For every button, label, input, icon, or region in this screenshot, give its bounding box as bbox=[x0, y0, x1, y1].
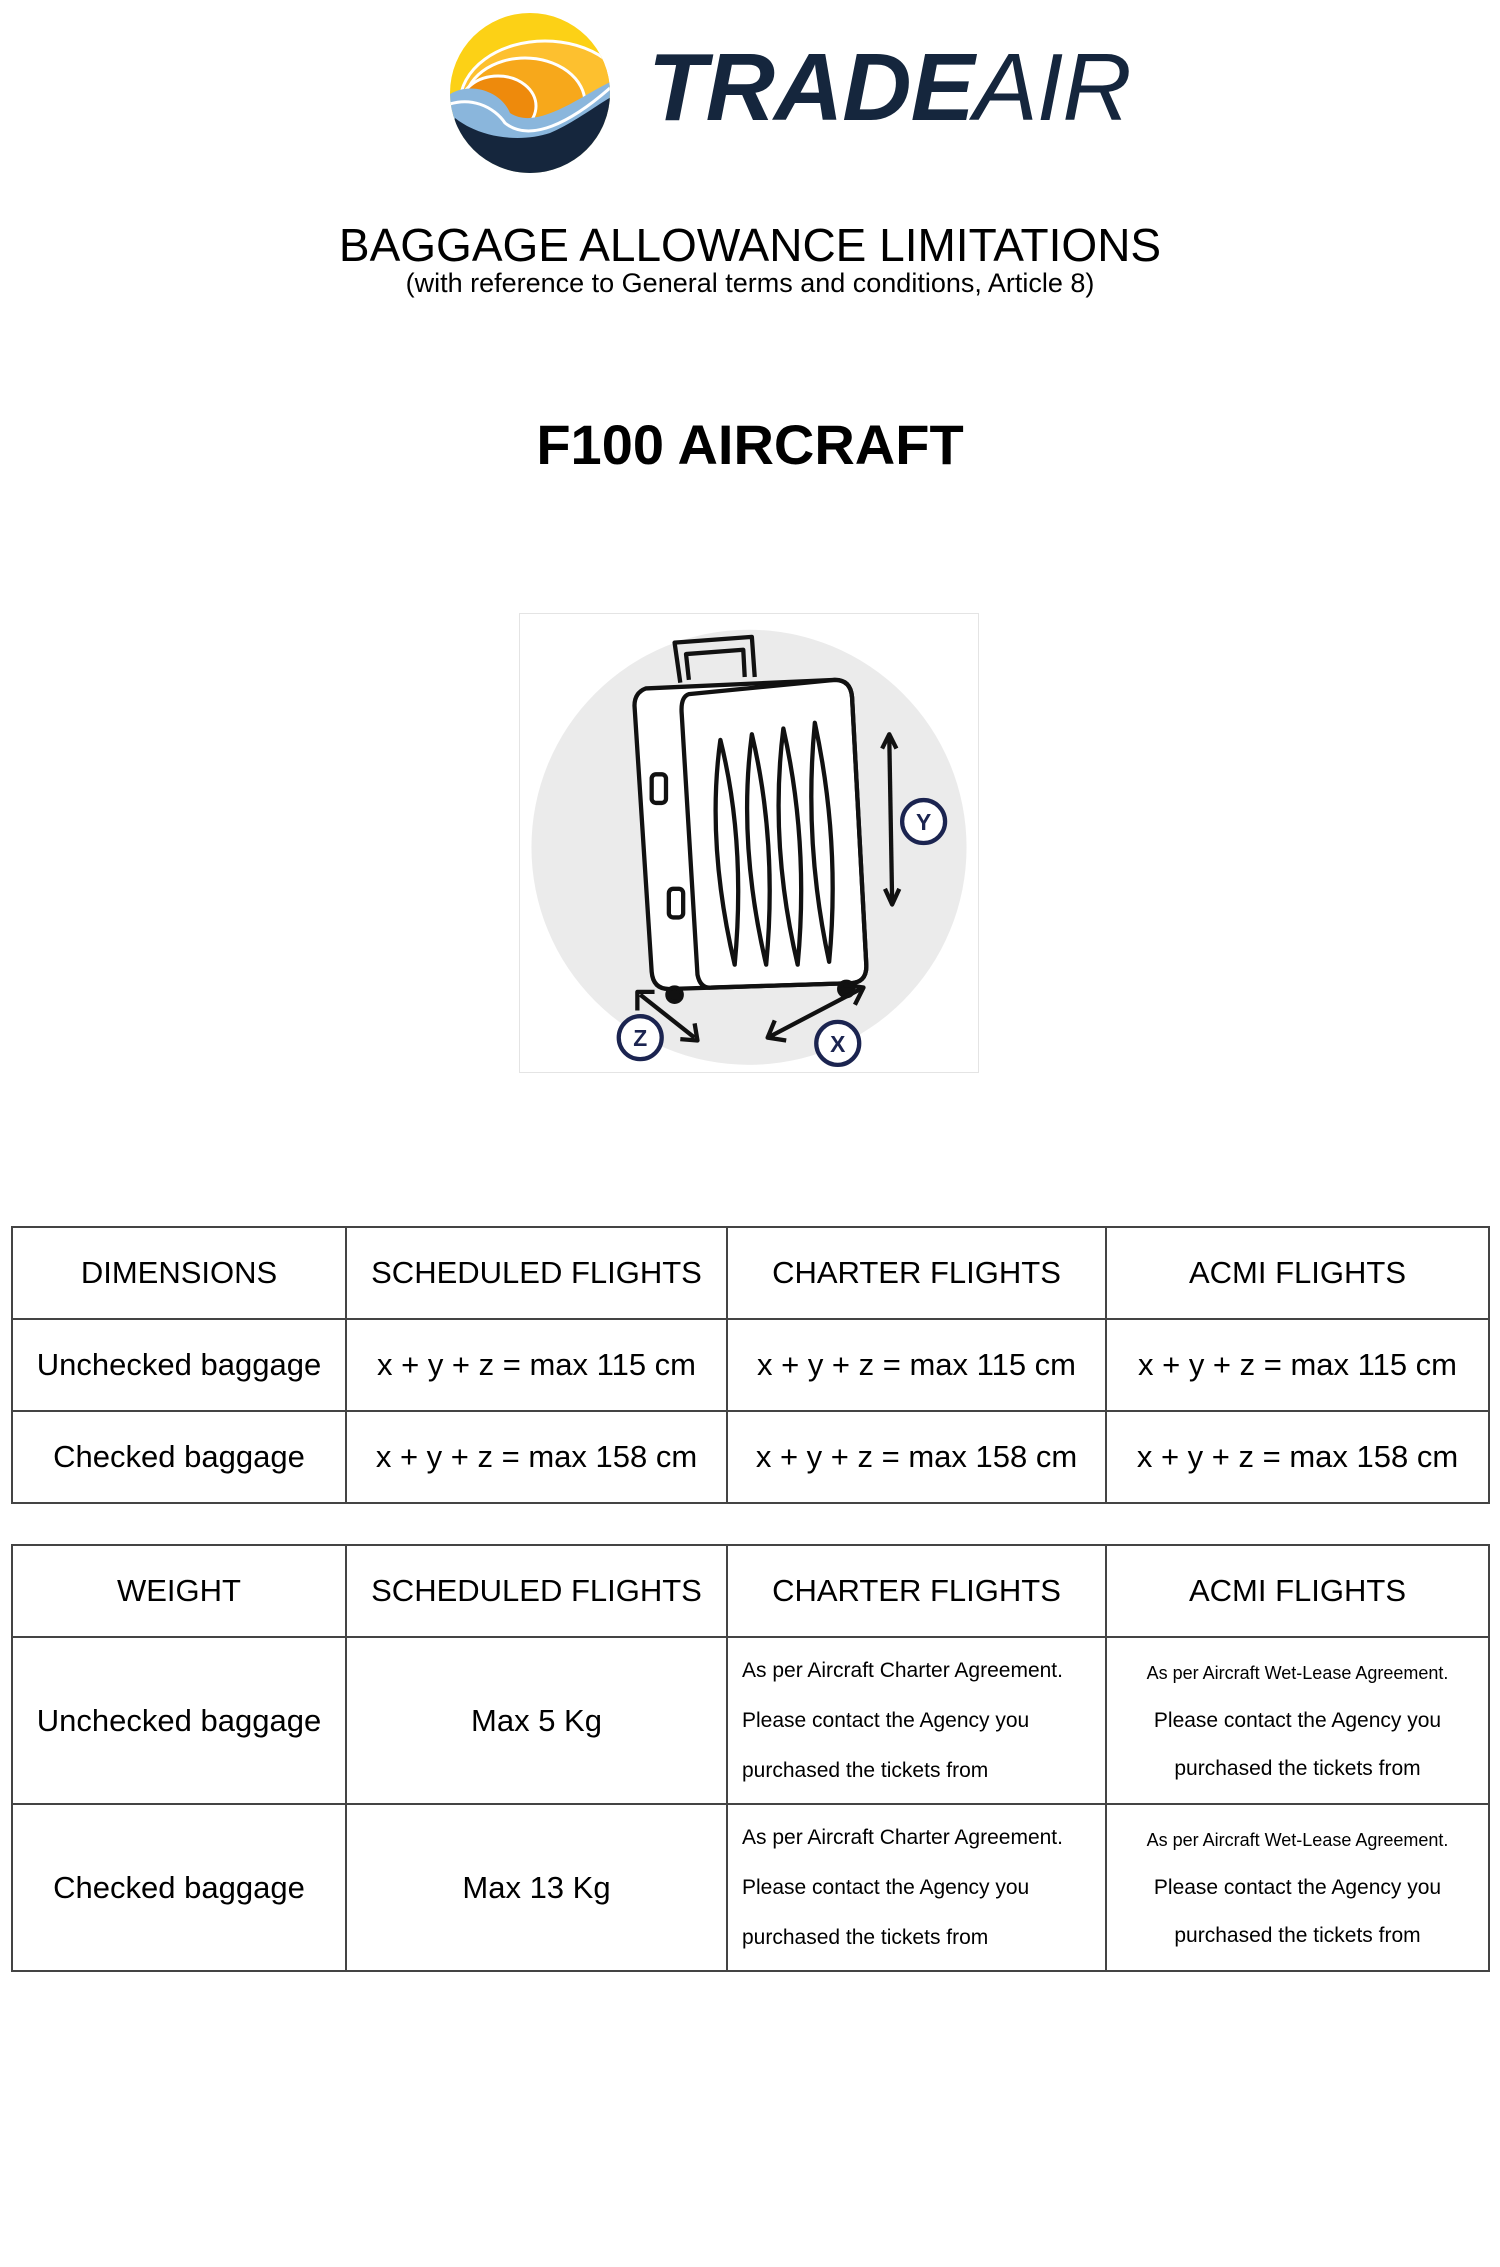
table-row bbox=[12, 1637, 1489, 1804]
note-line: Please contact the Agency you bbox=[1153, 1875, 1442, 1899]
note-line: As per Aircraft Wet-Lease Agreement. bbox=[1146, 1829, 1449, 1850]
suitcase-illustration bbox=[519, 613, 979, 1073]
table-cell: x + y + z = max 115 cm bbox=[346, 1319, 727, 1411]
aircraft-heading: F100 AIRCRAFT bbox=[536, 413, 964, 476]
header-cell: ACMI FLIGHTS bbox=[1106, 1227, 1489, 1319]
table-cell: Max 5 Kg bbox=[346, 1637, 727, 1804]
table-header-row bbox=[12, 1545, 1489, 1637]
note-line: purchased the tickets from bbox=[742, 1758, 989, 1782]
table-row bbox=[12, 1411, 1489, 1503]
row-label: Unchecked baggage bbox=[12, 1637, 346, 1804]
note-line: As per Aircraft Charter Agreement. bbox=[742, 1825, 1063, 1849]
table-row bbox=[12, 1804, 1489, 1971]
note-line: As per Aircraft Wet-Lease Agreement. bbox=[1146, 1662, 1449, 1683]
table-cell: x + y + z = max 115 cm bbox=[1106, 1319, 1489, 1411]
table-cell: x + y + z = max 115 cm bbox=[727, 1319, 1106, 1411]
weight-table bbox=[11, 1544, 1490, 1972]
row-label: Checked baggage bbox=[12, 1411, 346, 1503]
note-line: purchased the tickets from bbox=[742, 1925, 989, 1949]
note-line: Please contact the Agency you bbox=[742, 1708, 1030, 1732]
note-line: As per Aircraft Charter Agreement. bbox=[742, 1658, 1063, 1682]
charter-note bbox=[727, 1637, 1106, 1804]
header-cell: WEIGHT bbox=[12, 1545, 346, 1637]
charter-note bbox=[727, 1804, 1106, 1971]
note-line: purchased the tickets from bbox=[1174, 1923, 1421, 1947]
z-label: Z bbox=[633, 1025, 648, 1052]
acmi-note bbox=[1106, 1804, 1489, 1971]
tradeair-logo-icon bbox=[440, 8, 620, 173]
header-cell: DIMENSIONS bbox=[12, 1227, 346, 1319]
note-line: Please contact the Agency you bbox=[742, 1875, 1030, 1899]
header-cell: CHARTER FLIGHTS bbox=[727, 1227, 1106, 1319]
table-header-row bbox=[12, 1227, 1489, 1319]
suitcase-icon bbox=[520, 614, 978, 1072]
row-label: Checked baggage bbox=[12, 1804, 346, 1971]
page-subtitle: (with reference to General terms and conditions, Article 8) bbox=[405, 268, 1095, 298]
header-cell: SCHEDULED FLIGHTS bbox=[346, 1227, 727, 1319]
row-label: Unchecked baggage bbox=[12, 1319, 346, 1411]
note-line: Please contact the Agency you bbox=[1153, 1708, 1442, 1732]
table-row bbox=[12, 1319, 1489, 1411]
y-label: Y bbox=[915, 809, 932, 836]
table-cell: x + y + z = max 158 cm bbox=[1106, 1411, 1489, 1503]
note-line: purchased the tickets from bbox=[1174, 1756, 1421, 1780]
table-cell: x + y + z = max 158 cm bbox=[727, 1411, 1106, 1503]
page-title: BAGGAGE ALLOWANCE LIMITATIONS bbox=[338, 219, 1162, 271]
x-label: X bbox=[830, 1030, 846, 1057]
header-cell: SCHEDULED FLIGHTS bbox=[346, 1545, 727, 1637]
header-cell: CHARTER FLIGHTS bbox=[727, 1545, 1106, 1637]
acmi-note bbox=[1106, 1637, 1489, 1804]
table-cell: x + y + z = max 158 cm bbox=[346, 1411, 727, 1503]
brand-wordmark: TRADEAIR bbox=[648, 34, 1131, 141]
table-cell: Max 13 Kg bbox=[346, 1804, 727, 1971]
dimensions-table bbox=[11, 1226, 1490, 1504]
header-cell: ACMI FLIGHTS bbox=[1106, 1545, 1489, 1637]
